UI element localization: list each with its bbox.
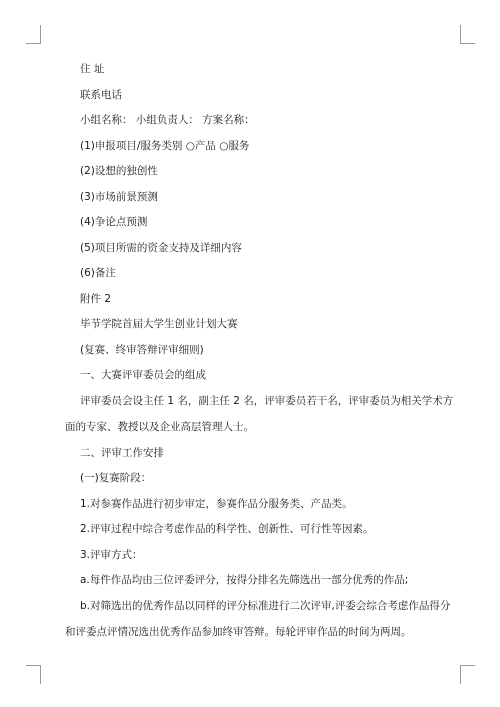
subsection-1-heading: (一)复赛阶段： [80,472,152,484]
group-info-line: 小组名称： 小组负责人： 方案名称： [80,114,255,126]
paragraph-1-line-2: 面的专家、教授以及企业高层管理人士。 [65,420,254,433]
paragraph-1-line-1: 评审委员会设主任 1 名，副主任 2 名，评审委员若干名，评审委员为相关学术方 [80,394,454,407]
crop-mark-bottom-left [26,665,41,684]
document-subtitle: (复赛、终审答辩评审细则) [80,343,204,356]
item-3: (3)市场前景预测 [80,190,158,203]
address-label: 住 址 [80,63,105,75]
crop-mark-top-left [26,25,41,44]
attachment-label: 附件 2 [80,292,112,305]
item-6: (6)备注 [80,267,116,279]
rule-3b-line-1: b.对筛选出的优秀作品以同样的评分标准进行二次评审,评委会综合考虑作品得分 [80,599,451,612]
item-2: (2)设想的独创性 [80,165,158,177]
item-5: (5)项目所需的资金支持及详细内容 [80,241,242,254]
item-1: (1)申报项目/服务类别 ○产品 ○服务 [80,139,250,152]
phone-label: 联系电话 [80,88,122,101]
section-2-heading: 二、评审工作安排 [80,446,164,459]
document-body [65,62,454,651]
crop-mark-top-right [460,25,475,44]
rule-3a: a.每件作品均由三位评委评分，按得分排名先筛选出一部分优秀的作品; [80,574,409,586]
item-4: (4)争论点预测 [80,216,148,228]
rule-3b-line-2: 和评委点评情况选出优秀作品参加终审答辩。每轮评审作品的时间为两周。 [65,625,412,638]
rule-1: 1.对参赛作品进行初步审定，参赛作品分服务类、产品类。 [80,497,353,510]
crop-mark-bottom-right [460,665,475,684]
section-1-heading: 一、大赛评审委员会的组成 [80,369,206,381]
rule-3: 3.评审方式： [80,548,143,561]
rule-2: 2.评审过程中综合考虑作品的科学性、创新性、可行性等因素。 [80,523,374,535]
document-title: 毕节学院首届大学生创业计划大赛 [80,318,238,330]
